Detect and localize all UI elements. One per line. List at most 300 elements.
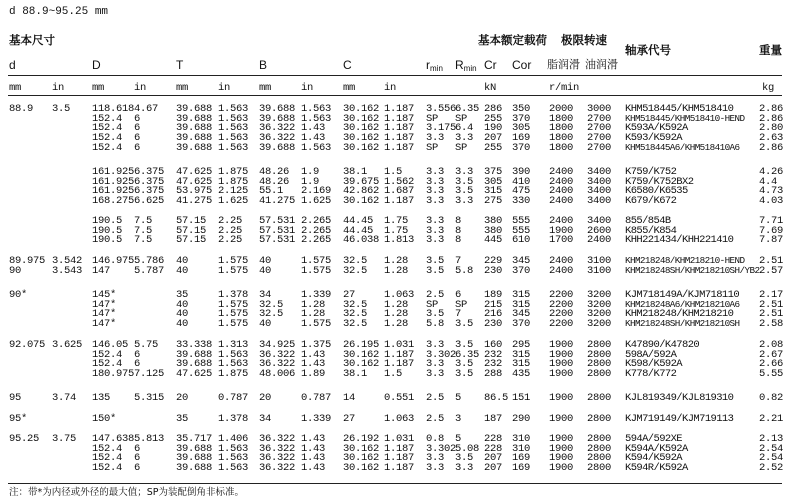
cell-weight: 7.87 <box>759 234 784 247</box>
cell-T-mm: 35 <box>176 413 189 425</box>
cell-rmin: 3.3 <box>426 132 445 145</box>
cell-D-mm: 152.4 <box>92 462 123 475</box>
cell-oil-speed: 3200 <box>587 318 612 331</box>
cell-B-in: 2.169 <box>301 185 332 198</box>
cell-B-in: 1.43 <box>301 442 326 455</box>
unit-kg: kg <box>762 82 775 94</box>
cell-bearing-code: KHM518445A6/KHM518410A6 <box>625 141 740 153</box>
cell-B-mm: 41.275 <box>259 195 296 208</box>
cell-oil-speed: 2800 <box>587 433 612 445</box>
cell-rmin: 3.556 <box>426 103 457 115</box>
cell-C-mm: 30.162 <box>343 103 380 115</box>
cell-C-in: 1.28 <box>384 264 409 277</box>
cell-d-in: 3.543 <box>52 264 83 277</box>
cell-rmin: 3.5 <box>426 264 445 277</box>
cell-grease-speed: 1900 <box>549 433 574 445</box>
cell-grease-speed: 1900 <box>549 442 574 455</box>
cell-B-mm: 48.26 <box>259 175 290 188</box>
cell-cor: 410 <box>512 175 531 188</box>
cell-bearing-code: K594R/K592A <box>625 462 688 475</box>
cell-C-mm: 30.162 <box>343 348 380 361</box>
cell-T-mm: 39.688 <box>176 358 213 371</box>
cell-T-in: 1.875 <box>218 175 249 188</box>
cell-T-in: 1.406 <box>218 433 249 445</box>
weight-header: 重量 <box>759 43 782 57</box>
cell-B-mm: 36.322 <box>259 132 296 145</box>
cell-oil-speed: 3200 <box>587 308 612 321</box>
cell-oil-speed: 2700 <box>587 141 612 154</box>
cell-B-in: 1.28 <box>301 298 326 311</box>
cell-rmin: SP <box>426 298 439 311</box>
cell-d-mm: 89.975 <box>9 255 46 267</box>
cell-C-mm: 30.162 <box>343 442 380 455</box>
cell-oil-speed: 2800 <box>587 368 612 381</box>
cell-B-in: 1.43 <box>301 132 326 145</box>
cell-grease-speed: 1800 <box>549 122 574 135</box>
cell-T-mm: 39.688 <box>176 348 213 361</box>
cell-B-in: 1.375 <box>301 339 332 351</box>
cell-T-in: 1.875 <box>218 166 249 178</box>
cell-C-in: 1.75 <box>384 224 409 237</box>
cell-T-in: 0.787 <box>218 392 249 404</box>
cell-oil-speed: 2700 <box>587 112 612 125</box>
cell-cor: 315 <box>512 358 531 371</box>
cell-C-in: 1.562 <box>384 175 415 188</box>
cell-d-mm: 95.25 <box>9 433 40 445</box>
cell-cr: 230 <box>484 318 503 331</box>
cell-D-mm: 190.5 <box>92 224 123 237</box>
unit-D-in: in <box>134 82 147 94</box>
cell-D-mm: 147* <box>92 308 117 321</box>
cell-weight: 2.66 <box>759 358 784 371</box>
cell-cor: 370 <box>512 141 531 154</box>
cell-grease-speed: 2200 <box>549 318 574 331</box>
cell-B-in: 1.563 <box>301 103 332 115</box>
cell-rmin: 3.3 <box>426 234 445 247</box>
cell-oil-speed: 3400 <box>587 175 612 188</box>
cell-T-in: 1.378 <box>218 289 249 301</box>
cell-B-mm: 36.322 <box>259 433 296 445</box>
cell-cor: 345 <box>512 308 531 321</box>
cell-grease-speed: 2400 <box>549 215 574 227</box>
cell-bearing-code: 855/854B <box>625 215 671 227</box>
cell-bearing-code: KHM518445/KHM518410 <box>625 103 734 115</box>
cell-oil-speed: 2800 <box>587 358 612 371</box>
cell-oil-speed: 3400 <box>587 215 612 227</box>
col-Cr: Cr <box>484 58 497 72</box>
cell-cor: 370 <box>512 264 531 277</box>
cell-C-mm: 30.162 <box>343 358 380 371</box>
cell-grease-speed: 1800 <box>549 132 574 145</box>
cell-cor: 370 <box>512 112 531 125</box>
cell-Rmin: SP <box>455 112 468 125</box>
cell-T-mm: 39.688 <box>176 112 213 125</box>
cell-C-mm: 32.5 <box>343 318 368 331</box>
cell-B-in: 1.43 <box>301 452 326 465</box>
cell-oil-speed: 3200 <box>587 289 612 301</box>
cell-C-in: 0.551 <box>384 392 415 404</box>
cell-weight: 2.13 <box>759 433 784 445</box>
cell-grease-speed: 1700 <box>549 234 574 247</box>
cell-B-mm: 34 <box>259 289 272 301</box>
cell-weight: 4.4 <box>759 175 778 188</box>
cell-weight: 2.80 <box>759 122 784 135</box>
cell-B-mm: 36.322 <box>259 462 296 475</box>
cell-d-in: 3.75 <box>52 433 77 445</box>
footnote: 注：带*为内径或外径的最大值；SP为装配倒角非标准。 <box>9 487 245 498</box>
cell-Rmin: 7 <box>455 308 462 321</box>
cell-C-mm: 32.5 <box>343 264 368 277</box>
cell-D-mm: 147* <box>92 318 117 331</box>
cell-T-in: 1.563 <box>218 132 249 145</box>
cell-grease-speed: 2400 <box>549 264 574 277</box>
cell-T-in: 1.378 <box>218 413 249 425</box>
cell-grease-speed: 2400 <box>549 175 574 188</box>
cell-oil-speed: 3100 <box>587 264 612 277</box>
cell-D-mm: 161.925 <box>92 185 135 198</box>
cell-T-mm: 40 <box>176 298 189 311</box>
cell-C-mm: 38.1 <box>343 368 368 381</box>
cell-oil-speed: 2800 <box>587 348 612 361</box>
cell-B-mm: 57.531 <box>259 224 296 237</box>
col-B: B <box>259 58 268 72</box>
cell-B-mm: 39.688 <box>259 141 296 154</box>
cell-bearing-code: KHM218248/KHM218210 <box>625 308 734 321</box>
cell-C-mm: 44.45 <box>343 215 374 227</box>
cell-cr: 228 <box>484 442 503 455</box>
cell-C-in: 1.187 <box>384 452 415 465</box>
cell-T-in: 1.625 <box>218 195 249 208</box>
cell-oil-speed: 3000 <box>587 103 612 115</box>
cell-cr: 215 <box>484 298 503 311</box>
cell-C-in: 1.28 <box>384 318 409 331</box>
cell-d-mm: 88.9 <box>9 103 34 115</box>
cell-B-in: 1.339 <box>301 289 332 301</box>
cell-D-in: 6 <box>134 112 141 125</box>
cell-B-in: 1.563 <box>301 112 332 125</box>
unit-d-in: in <box>52 82 65 94</box>
cell-T-mm: 40 <box>176 308 189 321</box>
cell-T-mm: 47.625 <box>176 175 213 188</box>
cell-T-mm: 40 <box>176 264 189 277</box>
cell-bearing-code: K593/K592A <box>625 132 683 145</box>
cell-oil-speed: 2700 <box>587 122 612 135</box>
cell-bearing-code: KHM218248A6/KHM218210A6 <box>625 298 740 310</box>
cell-Rmin: 3.5 <box>455 339 474 351</box>
cell-C-in: 1.813 <box>384 234 415 247</box>
cell-C-in: 1.187 <box>384 122 415 135</box>
cell-D-mm: 147 <box>92 264 111 277</box>
cell-B-in: 2.265 <box>301 234 332 247</box>
cell-grease-speed: 2400 <box>549 195 574 208</box>
cell-grease-speed: 1900 <box>549 339 574 351</box>
cell-D-mm: 190.5 <box>92 234 123 247</box>
cell-grease-speed: 2400 <box>549 166 574 178</box>
col-T: T <box>176 58 184 72</box>
cell-D-in: 6 <box>134 452 141 465</box>
cell-T-in: 2.125 <box>218 185 249 198</box>
cell-grease-speed: 2200 <box>549 289 574 301</box>
cell-cr: 190 <box>484 122 503 135</box>
cell-T-mm: 39.688 <box>176 462 213 475</box>
cell-Rmin: 8 <box>455 224 462 237</box>
cell-d-mm: 92.075 <box>9 339 46 351</box>
cell-cor: 295 <box>512 339 531 351</box>
cell-cor: 610 <box>512 234 531 247</box>
cell-grease-speed: 1800 <box>549 112 574 125</box>
cell-oil-speed: 2700 <box>587 132 612 145</box>
cell-B-in: 1.575 <box>301 318 332 331</box>
cell-B-in: 2.265 <box>301 215 332 227</box>
cell-D-mm: 152.4 <box>92 112 123 125</box>
cell-D-mm: 190.5 <box>92 215 123 227</box>
cell-D-in: 6 <box>134 462 141 475</box>
cell-D-in: 5.786 <box>134 255 165 267</box>
unit-rpm: r/min <box>549 82 580 94</box>
cell-cr: 445 <box>484 234 503 247</box>
cell-rmin: 2.5 <box>426 289 445 301</box>
cell-C-in: 1.75 <box>384 215 409 227</box>
cell-B-mm: 36.322 <box>259 122 296 135</box>
cell-rmin: 0.8 <box>426 433 445 445</box>
cell-C-in: 1.687 <box>384 185 415 198</box>
cell-cor: 310 <box>512 442 531 455</box>
cell-B-mm: 36.322 <box>259 452 296 465</box>
cell-Rmin: 5.08 <box>455 442 480 455</box>
cell-bearing-code: K594/K592A <box>625 452 683 465</box>
cell-B-in: 1.89 <box>301 368 326 381</box>
cell-Rmin: 3.3 <box>455 166 474 178</box>
cell-bearing-code: K594A/K592A <box>625 442 688 455</box>
cell-D-in: 6 <box>134 442 141 455</box>
cell-T-mm: 57.15 <box>176 234 207 247</box>
cell-D-in: 6.375 <box>134 166 165 178</box>
cell-d-in: 3.542 <box>52 255 83 267</box>
cell-B-mm: 48.26 <box>259 166 290 178</box>
cell-cr: 315 <box>484 185 503 198</box>
cell-T-mm: 39.688 <box>176 122 213 135</box>
range-title: d 88.9~95.25 mm <box>9 6 109 18</box>
cell-D-mm: 168.275 <box>92 195 135 208</box>
cell-Rmin: 3.5 <box>455 368 474 381</box>
cell-rmin: 3.3 <box>426 185 445 198</box>
cell-weight: 2.86 <box>759 103 784 115</box>
cell-cor: 169 <box>512 452 531 465</box>
cell-bearing-code: KHM218248/KHM218210-HEND <box>625 255 745 266</box>
cell-C-mm: 39.675 <box>343 175 380 188</box>
cell-C-in: 1.063 <box>384 289 415 301</box>
cell-B-mm: 32.5 <box>259 308 284 321</box>
unit-T-in: in <box>218 82 231 94</box>
cell-cr: 286 <box>484 103 503 115</box>
cell-D-in: 4.67 <box>134 103 159 115</box>
cell-bearing-code: KHM218248SH/KHM218210SH/YB2 <box>625 264 760 276</box>
cell-C-in: 1.187 <box>384 141 415 154</box>
cell-weight: 2.54 <box>759 442 784 455</box>
cell-grease-speed: 1800 <box>549 141 574 154</box>
cell-C-in: 1.031 <box>384 433 415 445</box>
unit-kN: kN <box>484 82 497 94</box>
cell-C-mm: 46.038 <box>343 234 380 247</box>
cell-weight: 2.51 <box>759 308 784 321</box>
cell-grease-speed: 1900 <box>549 413 574 425</box>
cell-D-mm: 152.4 <box>92 141 123 154</box>
cell-C-mm: 32.5 <box>343 298 368 311</box>
cell-T-mm: 35.717 <box>176 433 213 445</box>
cell-oil-speed: 2800 <box>587 413 612 425</box>
cell-Rmin: 6.35 <box>455 103 480 115</box>
cell-D-mm: 118.618 <box>92 103 135 115</box>
cell-D-mm: 152.4 <box>92 358 123 371</box>
cell-weight: 2.86 <box>759 112 784 125</box>
cell-T-in: 1.563 <box>218 348 249 361</box>
cell-C-mm: 30.162 <box>343 141 380 154</box>
cell-rmin: 3.3 <box>426 215 445 227</box>
cell-C-mm: 30.162 <box>343 195 380 208</box>
cell-T-mm: 47.625 <box>176 368 213 381</box>
cell-bearing-code: K6580/K6535 <box>625 185 688 198</box>
cell-D-in: 6 <box>134 141 141 154</box>
cell-C-mm: 38.1 <box>343 166 368 178</box>
cell-T-mm: 40 <box>176 255 189 267</box>
cell-T-in: 1.313 <box>218 339 249 351</box>
col-grease: 脂润滑 <box>547 58 580 71</box>
col-Rmin: $R_{min}$ <box>455 58 477 73</box>
cell-weight: 5.55 <box>759 368 784 381</box>
speed-limits-header: 极限转速 <box>561 33 607 47</box>
cell-rmin: 2.5 <box>426 392 445 404</box>
cell-cor: 370 <box>512 318 531 331</box>
cell-D-in: 5.813 <box>134 433 165 445</box>
cell-weight: 2.54 <box>759 452 784 465</box>
cell-B-in: 1.28 <box>301 308 326 321</box>
cell-T-in: 1.575 <box>218 255 249 267</box>
unit-B-mm: mm <box>259 82 272 94</box>
cell-D-mm: 152.4 <box>92 132 123 145</box>
cell-D-in: 7.5 <box>134 224 153 237</box>
cell-oil-speed: 2400 <box>587 234 612 247</box>
cell-B-mm: 40 <box>259 264 272 277</box>
cell-T-in: 2.25 <box>218 215 243 227</box>
col-C: C <box>343 58 352 72</box>
cell-cor: 435 <box>512 368 531 381</box>
cell-D-mm: 135 <box>92 392 111 404</box>
cell-cr: 189 <box>484 289 503 301</box>
cell-cr: 207 <box>484 132 503 145</box>
cell-Rmin: 6.4 <box>455 122 474 135</box>
cell-B-in: 1.575 <box>301 264 332 277</box>
cell-oil-speed: 2800 <box>587 442 612 455</box>
cell-cr: 207 <box>484 452 503 465</box>
cell-T-in: 1.575 <box>218 264 249 277</box>
cell-cor: 169 <box>512 462 531 475</box>
cell-C-in: 1.187 <box>384 103 415 115</box>
cell-weight: 2.86 <box>759 141 784 154</box>
cell-weight: 4.03 <box>759 195 784 208</box>
cell-weight: 2.08 <box>759 339 784 351</box>
cell-Rmin: 7 <box>455 255 462 267</box>
cell-Rmin: SP <box>455 141 468 154</box>
cell-C-mm: 44.45 <box>343 224 374 237</box>
cell-oil-speed: 2600 <box>587 224 612 237</box>
cell-weight: 7.69 <box>759 224 784 237</box>
cell-Rmin: SP <box>455 298 468 311</box>
cell-cor: 315 <box>512 289 531 301</box>
cell-T-in: 1.563 <box>218 122 249 135</box>
cell-C-in: 1.187 <box>384 358 415 371</box>
cell-T-in: 2.25 <box>218 224 243 237</box>
cell-weight: 4.73 <box>759 185 784 198</box>
cell-B-mm: 40 <box>259 255 272 267</box>
cell-C-mm: 26.192 <box>343 433 380 445</box>
cell-Rmin: 6 <box>455 289 462 301</box>
cell-B-mm: 57.531 <box>259 234 296 247</box>
cell-D-in: 6 <box>134 358 141 371</box>
cell-B-in: 0.787 <box>301 392 332 404</box>
cell-bearing-code: K593A/K592A <box>625 122 688 135</box>
cell-grease-speed: 2200 <box>549 308 574 321</box>
cell-C-mm: 30.162 <box>343 132 380 145</box>
cell-bearing-code: KJL819349/KJL819310 <box>625 392 734 404</box>
cell-cr: 230 <box>484 264 503 277</box>
cell-cor: 315 <box>512 298 531 311</box>
cell-d-mm: 90 <box>9 264 22 277</box>
cell-C-mm: 30.162 <box>343 122 380 135</box>
cell-Rmin: 5 <box>455 392 462 404</box>
cell-grease-speed: 1900 <box>549 358 574 371</box>
cell-Rmin: 6.35 <box>455 348 480 361</box>
unit-T-mm: mm <box>176 82 189 94</box>
unit-D-mm: mm <box>92 82 105 94</box>
cell-cr: 229 <box>484 255 503 267</box>
cell-B-in: 1.9 <box>301 175 320 188</box>
cell-B-mm: 39.688 <box>259 112 296 125</box>
cell-Rmin: 8 <box>455 234 462 247</box>
cell-grease-speed: 2400 <box>549 255 574 267</box>
cell-oil-speed: 2800 <box>587 462 612 475</box>
cell-D-mm: 152.4 <box>92 452 123 465</box>
cell-Rmin: 3.5 <box>455 358 474 371</box>
cell-D-mm: 146.05 <box>92 339 129 351</box>
cell-T-in: 2.25 <box>218 234 243 247</box>
cell-C-in: 1.187 <box>384 195 415 208</box>
cell-cor: 305 <box>512 122 531 135</box>
cell-T-mm: 39.688 <box>176 132 213 145</box>
cell-Rmin: 5 <box>455 433 462 445</box>
cell-C-in: 1.5 <box>384 166 403 178</box>
col-rmin: $r_{min}$ <box>426 58 443 73</box>
basic-dims-header: 基本尺寸 <box>9 33 55 47</box>
cell-T-mm: 57.15 <box>176 215 207 227</box>
cell-D-mm: 145* <box>92 289 117 301</box>
cell-D-mm: 147.638 <box>92 433 135 445</box>
cell-weight: 2.58 <box>759 318 784 331</box>
cell-B-mm: 20 <box>259 392 272 404</box>
col-d: d <box>9 58 16 72</box>
cell-B-in: 1.563 <box>301 141 332 154</box>
cell-C-in: 1.031 <box>384 339 415 351</box>
cell-cr: 275 <box>484 195 503 208</box>
cell-T-in: 1.563 <box>218 452 249 465</box>
cell-B-mm: 39.688 <box>259 103 296 115</box>
cell-T-in: 1.575 <box>218 308 249 321</box>
cell-T-in: 1.563 <box>218 442 249 455</box>
load-ratings-header: 基本额定载荷 <box>478 33 547 47</box>
unit-C-in: in <box>384 82 397 94</box>
cell-D-in: 7.5 <box>134 215 153 227</box>
cell-T-mm: 57.15 <box>176 224 207 237</box>
cell-d-in: 3.5 <box>52 103 71 115</box>
